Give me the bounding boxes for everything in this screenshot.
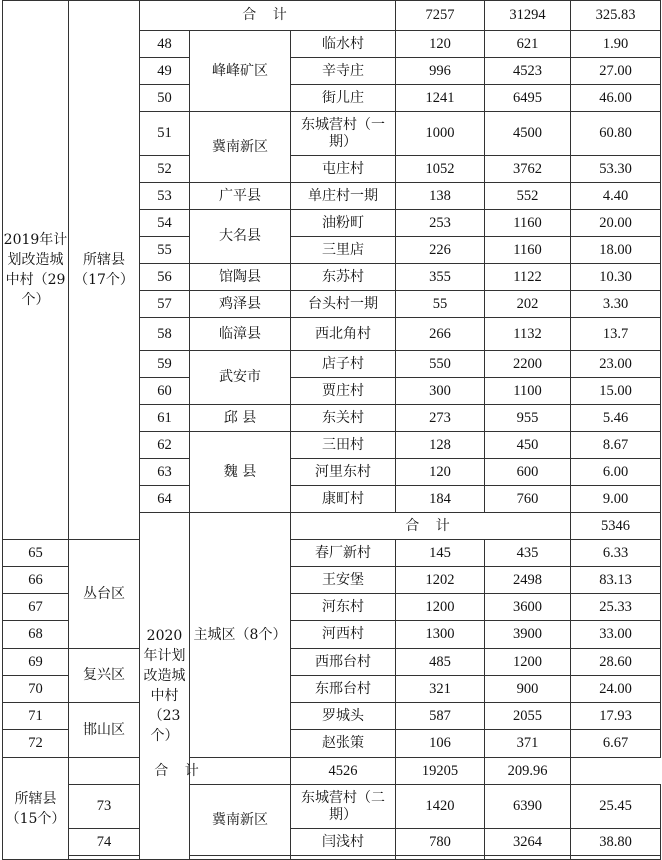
population: 1132 — [485, 318, 571, 351]
village-name: 店子村 — [291, 351, 396, 378]
households: 273 — [396, 405, 485, 432]
row-no: 52 — [140, 156, 190, 183]
population: 202 — [485, 291, 571, 318]
total-households: 5346 — [571, 513, 661, 540]
population: 3762 — [485, 156, 571, 183]
population: 621 — [485, 31, 571, 58]
district-name: 峰峰矿区 — [190, 31, 291, 112]
district-name: 邯山区 — [69, 703, 140, 758]
row-no: 55 — [140, 237, 190, 264]
district-name: 武安市 — [190, 351, 291, 405]
households: 1420 — [396, 785, 485, 829]
section-2019-label: 2019年计划改造城中村（29个） — [3, 1, 69, 540]
population: 1160 — [485, 237, 571, 264]
village-name: 单庄村一期 — [291, 183, 396, 210]
row-no: 70 — [3, 676, 69, 703]
area: 9.00 — [571, 486, 661, 513]
population: 3600 — [485, 594, 571, 621]
district-name: 复兴区 — [69, 649, 140, 703]
area: 23.00 — [571, 351, 661, 378]
households: 184 — [396, 486, 485, 513]
households: 120 — [396, 459, 485, 486]
village-name: 河东村 — [291, 594, 396, 621]
households: 1000 — [396, 112, 485, 156]
area: 4.40 — [571, 183, 661, 210]
area: 27.00 — [571, 58, 661, 85]
village-name: 罗城头 — [291, 703, 396, 730]
village-name: 东城营村（二期） — [291, 785, 396, 829]
village-name: 辛寺庄 — [291, 58, 396, 85]
area: 46.00 — [571, 85, 661, 112]
row-no: 64 — [140, 486, 190, 513]
population: 1100 — [485, 378, 571, 405]
total-label: 合 计 — [69, 758, 291, 785]
district-name: 临漳县 — [190, 318, 291, 351]
village-name: 东城营村（一期） — [291, 112, 396, 156]
village-name: 河西村 — [291, 621, 396, 649]
households: 321 — [396, 676, 485, 703]
village-name: 油粉町 — [291, 210, 396, 237]
households: 996 — [396, 58, 485, 85]
households: 253 — [396, 210, 485, 237]
households: 120 — [396, 31, 485, 58]
population: 760 — [485, 486, 571, 513]
village-name: 东苏村 — [291, 264, 396, 291]
population: 1122 — [485, 264, 571, 291]
village-name: 屯庄村 — [291, 156, 396, 183]
village-name: 闫浅村 — [291, 829, 396, 856]
population: 3900 — [485, 621, 571, 649]
households: 128 — [396, 432, 485, 459]
population: 1200 — [485, 649, 571, 676]
row-no: 71 — [3, 703, 69, 730]
households: 1200 — [396, 594, 485, 621]
district-name: 鸡泽县 — [190, 291, 291, 318]
village-name: 东关村 — [291, 405, 396, 432]
total-area: 325.83 — [571, 1, 661, 31]
row-no: 72 — [3, 730, 69, 758]
row-no: 67 — [3, 594, 69, 621]
section-2020-main-sublabel: 主城区（8个） — [190, 513, 291, 758]
row-no: 53 — [140, 183, 190, 210]
area: 6.67 — [571, 730, 661, 758]
urban-village-table — [2, 0, 661, 860]
district-name: 丛台区 — [69, 540, 140, 649]
village-name: 贾庄村 — [291, 378, 396, 405]
households: 226 — [396, 237, 485, 264]
section-2019-sublabel: 所辖县（17个） — [69, 1, 140, 540]
population: 955 — [485, 405, 571, 432]
population: 600 — [485, 459, 571, 486]
area: 25.33 — [571, 594, 661, 621]
row-no: 63 — [140, 459, 190, 486]
village-name: 临水村 — [291, 31, 396, 58]
households: 266 — [396, 318, 485, 351]
area: 20.00 — [571, 210, 661, 237]
row-no: 58 — [140, 318, 190, 351]
households: 550 — [396, 351, 485, 378]
area: 17.93 — [571, 703, 661, 730]
area: 18.00 — [571, 237, 661, 264]
population: 371 — [485, 730, 571, 758]
row-no: 65 — [3, 540, 69, 567]
village-name: 台头村一期 — [291, 291, 396, 318]
district-name: 魏 县 — [190, 432, 291, 513]
population: 6495 — [485, 85, 571, 112]
population: 1160 — [485, 210, 571, 237]
area: 3.30 — [571, 291, 661, 318]
row-no: 51 — [140, 112, 190, 156]
population: 3264 — [485, 829, 571, 856]
area: 28.60 — [571, 649, 661, 676]
households: 485 — [396, 649, 485, 676]
total-label: 合 计 — [140, 1, 396, 31]
area: 83.13 — [571, 567, 661, 594]
area: 33.00 — [571, 621, 661, 649]
village-name: 赵张策 — [291, 730, 396, 758]
row-no: 50 — [140, 85, 190, 112]
row-no: 69 — [3, 649, 69, 676]
population: 552 — [485, 183, 571, 210]
households: 1300 — [396, 621, 485, 649]
total-population: 19205 — [396, 758, 485, 785]
row-no: 48 — [140, 31, 190, 58]
area: 25.45 — [571, 785, 661, 829]
population: 4523 — [485, 58, 571, 85]
households: 355 — [396, 264, 485, 291]
area: 13.7 — [571, 318, 661, 351]
population: 2498 — [485, 567, 571, 594]
row-no: 57 — [140, 291, 190, 318]
district-name: 邱 县 — [190, 405, 291, 432]
households: 587 — [396, 703, 485, 730]
households: 1202 — [396, 567, 485, 594]
village-name: 西邢台村 — [291, 649, 396, 676]
district-name: 馆陶县 — [190, 264, 291, 291]
section-2020-counties-sublabel: 所辖县（15个） — [3, 758, 69, 860]
row-no: 66 — [3, 567, 69, 594]
village-name: 东邢台村 — [291, 676, 396, 703]
district-name: 广平县 — [190, 183, 291, 210]
population: 450 — [485, 432, 571, 459]
households: 1052 — [396, 156, 485, 183]
area: 24.00 — [571, 676, 661, 703]
area: 6.00 — [571, 459, 661, 486]
row-no: 60 — [140, 378, 190, 405]
population: 4500 — [485, 112, 571, 156]
total-area: 209.96 — [485, 758, 571, 785]
row-no: 73 — [69, 785, 140, 829]
row-no: 56 — [140, 264, 190, 291]
population: 2200 — [485, 351, 571, 378]
district-name: 冀南新区 — [190, 785, 291, 856]
row-no: 59 — [140, 351, 190, 378]
area: 38.80 — [571, 829, 661, 856]
section-2020-label: 2020年计划改造城中村（23个） — [140, 513, 190, 860]
households: 55 — [396, 291, 485, 318]
population: 900 — [485, 676, 571, 703]
village-name: 王安堡 — [291, 567, 396, 594]
area: 1.90 — [571, 31, 661, 58]
row-no: 74 — [69, 829, 140, 856]
area: 15.00 — [571, 378, 661, 405]
district-name: 冀南新区 — [190, 112, 291, 183]
village-name: 三里店 — [291, 237, 396, 264]
village-name: 三田村 — [291, 432, 396, 459]
households: 1241 — [396, 85, 485, 112]
district-name: 大名县 — [190, 210, 291, 264]
households: 106 — [396, 730, 485, 758]
village-name: 街儿庄 — [291, 85, 396, 112]
row-no: 68 — [3, 621, 69, 649]
households: 145 — [396, 540, 485, 567]
population: 6390 — [485, 785, 571, 829]
row-no: 61 — [140, 405, 190, 432]
area: 10.30 — [571, 264, 661, 291]
households: 780 — [396, 829, 485, 856]
total-households: 4526 — [291, 758, 396, 785]
population: 2055 — [485, 703, 571, 730]
village-name: 西北角村 — [291, 318, 396, 351]
row-no: 62 — [140, 432, 190, 459]
population: 435 — [485, 540, 571, 567]
total-households: 7257 — [396, 1, 485, 31]
area: 53.30 — [571, 156, 661, 183]
area: 5.46 — [571, 405, 661, 432]
households: 300 — [396, 378, 485, 405]
area: 60.80 — [571, 112, 661, 156]
village-name: 春厂新村 — [291, 540, 396, 567]
area: 6.33 — [571, 540, 661, 567]
village-name: 康町村 — [291, 486, 396, 513]
area: 8.67 — [571, 432, 661, 459]
households: 138 — [396, 183, 485, 210]
row-no: 54 — [140, 210, 190, 237]
total-population: 31294 — [485, 1, 571, 31]
total-label: 合 计 — [291, 513, 571, 540]
row-no: 49 — [140, 58, 190, 85]
village-name: 河里东村 — [291, 459, 396, 486]
